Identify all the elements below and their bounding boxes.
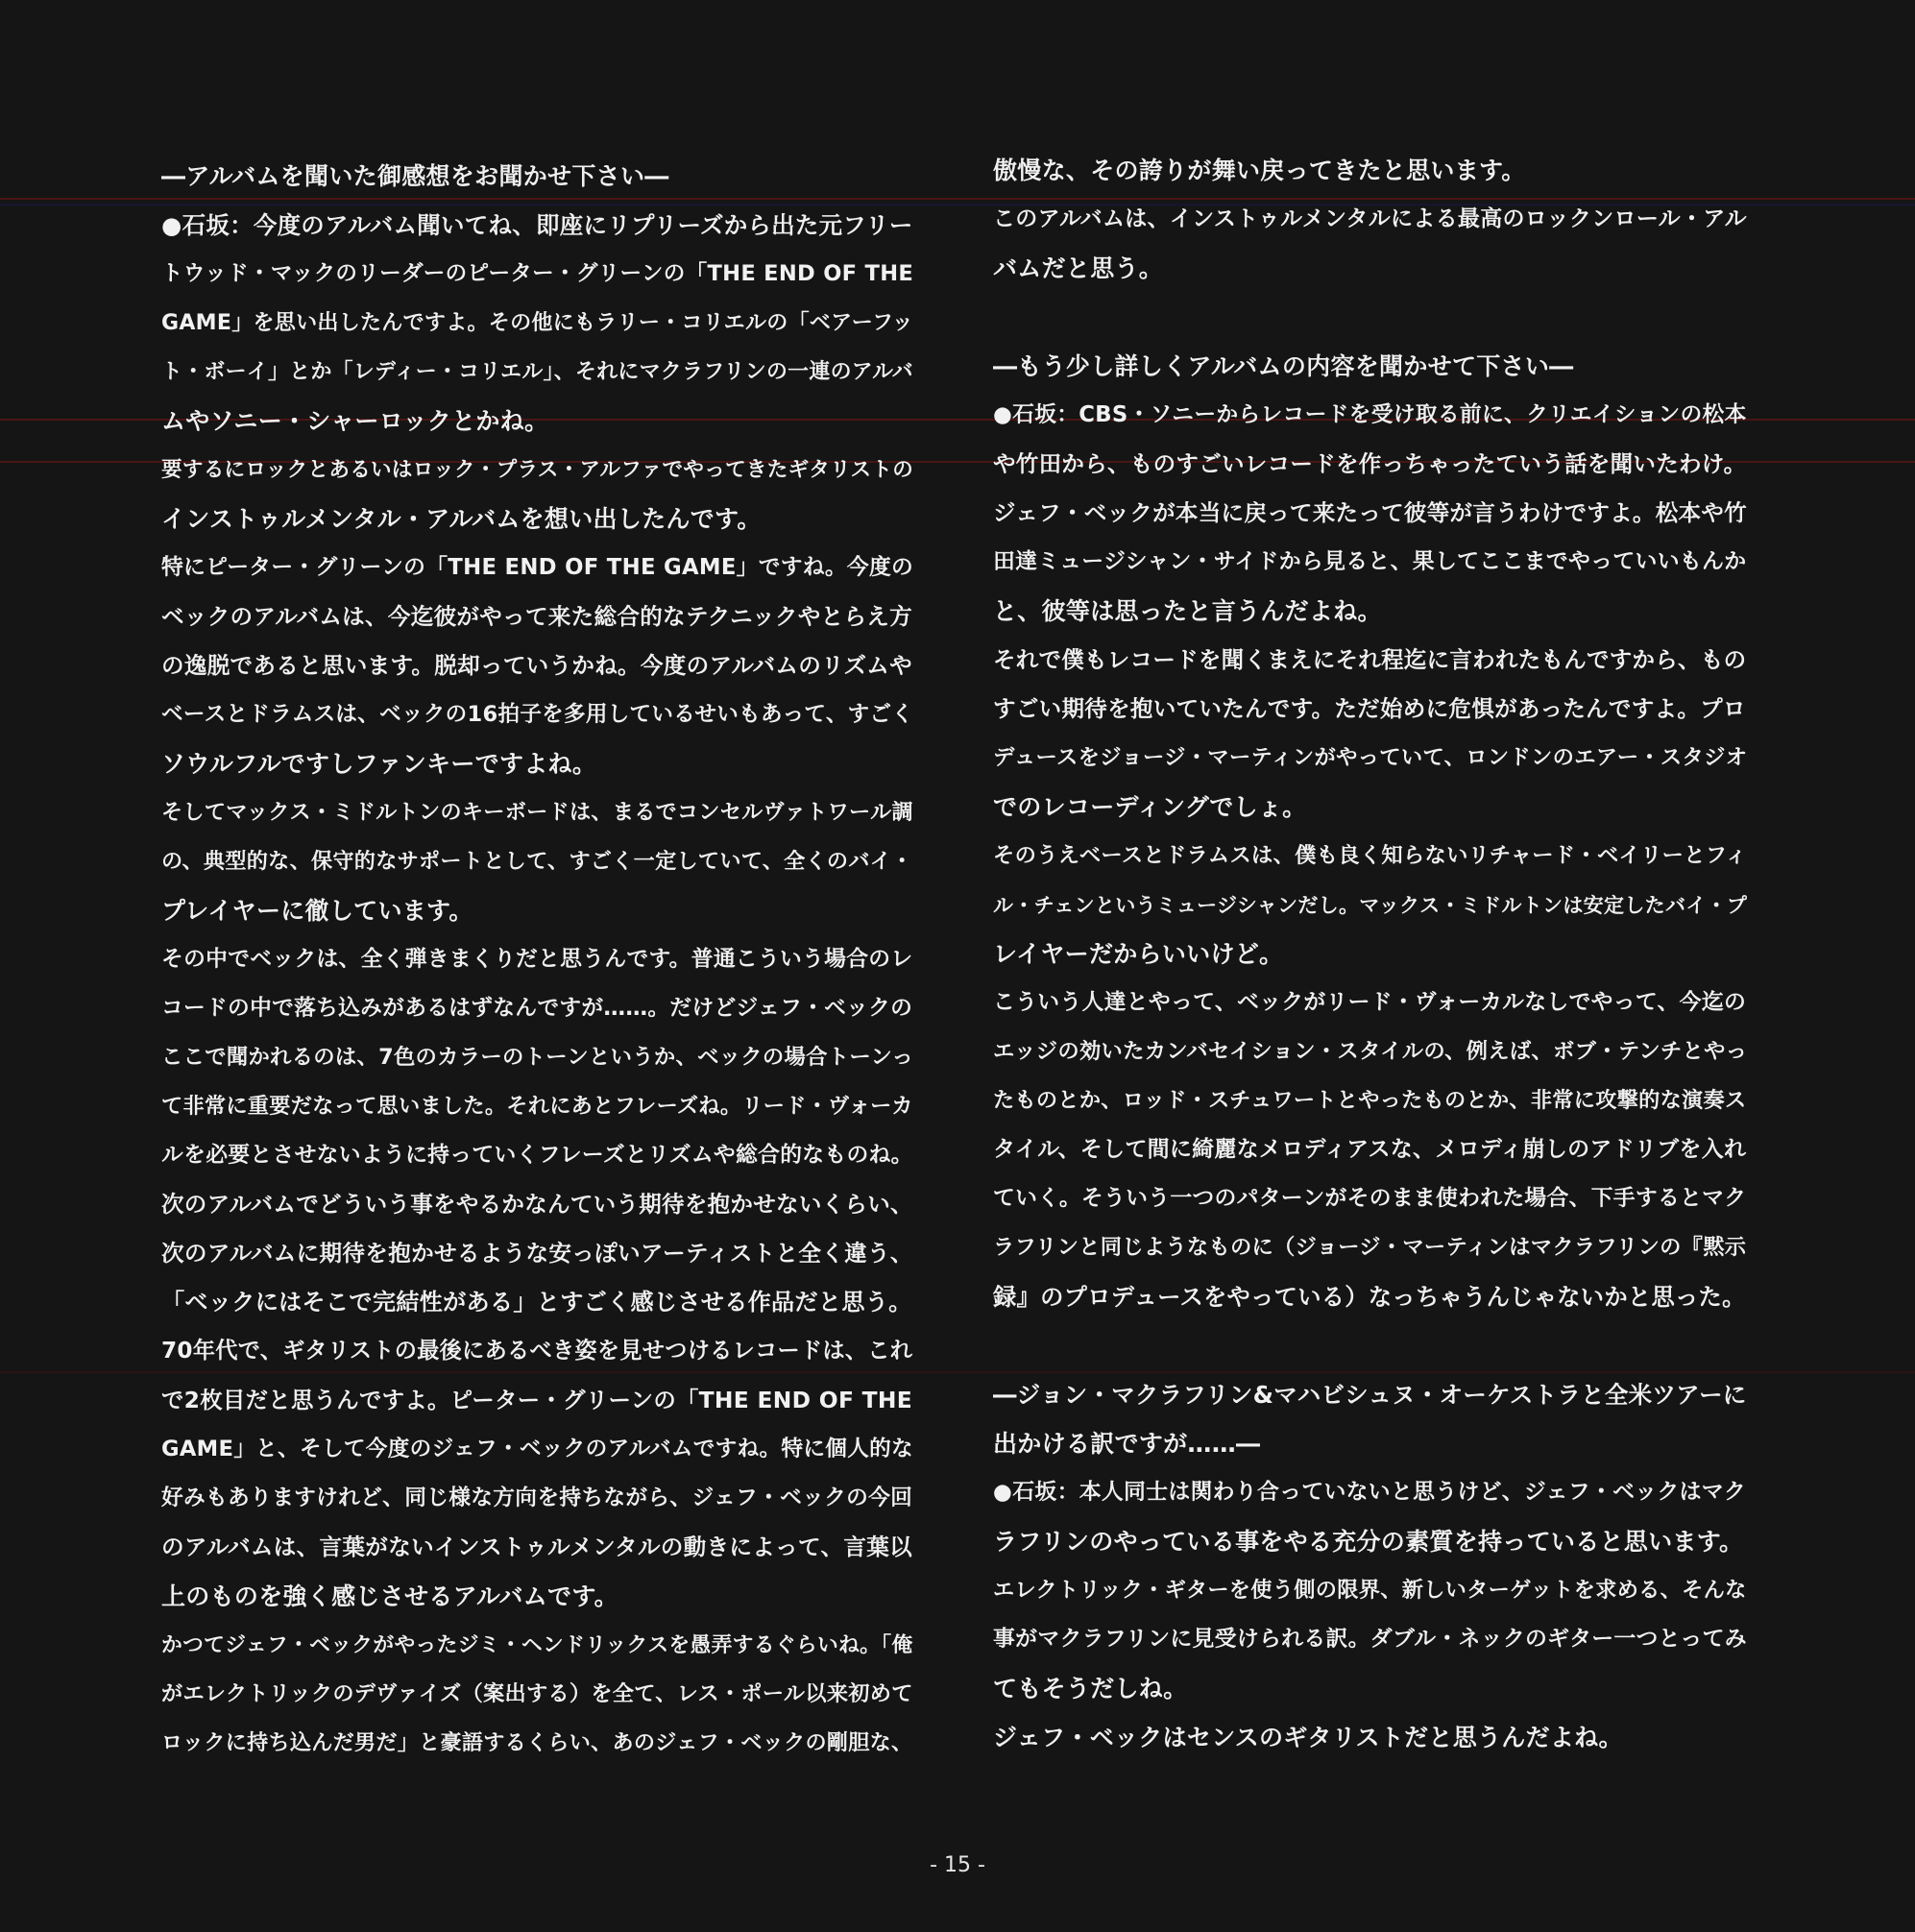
text-line: コードの中で落ち込みがあるはずなんですが……。だけどジェフ・ベックの xyxy=(161,996,913,1021)
text-line: て非常に重要だなって思いました。それにあとフレーズね。リード・ヴォーカ xyxy=(161,1094,913,1119)
text-line: ラフリンと同じようなものに（ジョージ・マーティンはマクラフリンの『黙示 xyxy=(993,1235,1747,1260)
text-line: ●石坂：今度のアルバム聞いてね、即座にリプリーズから出た元フリー xyxy=(161,211,913,239)
text-line: や竹田から、ものすごいレコードを作っちゃったていう話を聞いたわけ。 xyxy=(993,450,1747,477)
text-line: ルを必要とさせないように持っていくフレーズとリズムや総合的なものね。 xyxy=(161,1143,913,1168)
text-line: 上のものを強く感じさせるアルバムです。 xyxy=(161,1582,618,1610)
text-line: で2枚目だと思うんですよ。ピーター・グリーンの「THE END OF THE xyxy=(161,1387,913,1413)
text-line: ラフリンのやっている事をやる充分の素質を持っていると思います。 xyxy=(993,1528,1744,1556)
text-line: その中でベックは、全く弾きまくりだと思うんです。普通こういう場合のレ xyxy=(161,947,913,972)
text-line: 出かける訳ですが……― xyxy=(993,1430,1261,1458)
text-line: がエレクトリックのデヴァイズ（案出する）を全て、レス・ポール以来初めて xyxy=(161,1681,913,1706)
text-line: ―ジョン・マクラフリン&マハビシュヌ・オーケストラと全米ツアーに xyxy=(993,1381,1747,1409)
text-line: てもそうだしね。 xyxy=(993,1675,1188,1703)
text-line: ―アルバムを聞いた御感想をお聞かせ下さい― xyxy=(161,162,669,190)
text-line: ―もう少し詳しくアルバムの内容を聞かせて下さい― xyxy=(993,352,1574,380)
text-line: 特にピーター・グリーンの「THE END OF THE GAME」ですね。今度の xyxy=(161,555,914,580)
text-line: デュースをジョージ・マーティンがやっていて、ロンドンのエアー・スタジオ xyxy=(993,745,1748,770)
text-line: トウッド・マックのリーダーのピーター・グリーンの「THE END OF THE xyxy=(161,261,914,286)
text-line: タイル、そして間に綺麗なメロディアスな、メロディ崩しのアドリブを入れ xyxy=(993,1137,1747,1162)
text-line: GAME」と、そして今度のジェフ・ベックのアルバムですね。特に個人的な xyxy=(161,1437,913,1461)
text-line: 録』のプロデュースをやっている）なっちゃうんじゃないかと思った。 xyxy=(993,1283,1746,1311)
text-line: かつてジェフ・ベックがやったジミ・ヘンドリックスを愚弄するぐらいね。「俺 xyxy=(161,1633,913,1657)
text-line: プレイヤーに徹しています。 xyxy=(161,897,473,925)
text-line: の、典型的な、保守的なサポートとして、すごく一定していて、全くのバイ・ xyxy=(161,849,913,874)
blank-line xyxy=(993,293,1754,342)
text-line: エッジの効いたカンバセイション・スタイルの、例えば、ボブ・テンチとやっ xyxy=(993,1039,1748,1064)
text-line: このアルバムは、インストゥルメンタルによる最高のロックンロール・アル xyxy=(993,206,1747,231)
text-line: 「ベックにはそこで完結性がある」とすごく感じさせる作品だと思う。 xyxy=(161,1289,912,1316)
text-line: のアルバムは、言葉がないインストゥルメンタルの動きによって、言葉以 xyxy=(161,1534,912,1560)
text-line: ●石坂：本人同士は関わり合っていないと思うけど、ジェフ・ベックはマク xyxy=(993,1480,1747,1505)
text-line: 田達ミュージシャン・サイドから見ると、果してここまでやっていいもんか xyxy=(993,549,1747,574)
text-line: 次のアルバムに期待を抱かせるような安っぽいアーティストと全く違う、 xyxy=(161,1240,913,1267)
blank-line xyxy=(993,1321,1754,1370)
text-line: 70年代で、ギタリストの最後にあるべき姿を見せつけるレコードは、これ xyxy=(161,1339,913,1364)
right-text-column xyxy=(993,146,1754,1762)
text-line: ベースとドラムスは、ベックの16拍子を多用しているせいもあって、すごく xyxy=(161,702,914,727)
text-line: ベックのアルバムは、今迄彼がやって来た総合的なテクニックやとらえ方 xyxy=(161,603,913,630)
text-line: ソウルフルですしファンキーですよね。 xyxy=(161,750,597,778)
text-line: GAME」を思い出したんですよ。その他にもラリー・コリエルの「ベアーフッ xyxy=(161,311,914,335)
text-line: ジェフ・ベックが本当に戻って来たって彼等が言うわけですよ。松本や竹 xyxy=(993,499,1747,526)
text-line: たものとか、ロッド・スチュワートとやったものとか、非常に攻撃的な演奏ス xyxy=(993,1088,1747,1113)
text-line: の逸脱であると思います。脱却っていうかね。今度のアルバムのリズムや xyxy=(161,652,913,679)
text-line: 事がマクラフリンに見受けられる訳。ダブル・ネックのギター一つとってみ xyxy=(993,1627,1747,1652)
text-line: それで僕もレコードを聞くまえにそれ程迄に言われたもんですから、もの xyxy=(993,646,1747,673)
text-line: こういう人達とやって、ベックがリード・ヴォーカルなしでやって、今迄の xyxy=(993,990,1747,1015)
text-line: ていく。そういう一つのパターンがそのまま使われた場合、下手するとマク xyxy=(993,1186,1747,1211)
text-line: 傲慢な、その誇りが舞い戻ってきたと思います。 xyxy=(993,157,1526,184)
text-line: ル・チェンというミュージシャンだし。マックス・ミドルトンは安定したバイ・プ xyxy=(993,893,1748,917)
text-line: 次のアルバムでどういう事をやるかなんていう期待を抱かせないくらい、 xyxy=(161,1191,913,1218)
text-line: エレクトリック・ギターを使う側の限界、新しいターゲットを求める、そんな xyxy=(993,1578,1747,1603)
text-line: と、彼等は思ったと言うんだよね。 xyxy=(993,597,1382,625)
text-line: レイヤーだからいいけど。 xyxy=(993,940,1284,968)
left-text-column xyxy=(161,152,920,1768)
text-line: でのレコーディングでしょ。 xyxy=(993,793,1307,821)
text-line: そのうえベースとドラムスは、僕も良く知らないリチャード・ベイリーとフィ xyxy=(993,843,1748,868)
text-line: ロックに持ち込んだ男だ」と豪語するくらい、あのジェフ・ベックの剛胆な、 xyxy=(161,1730,913,1755)
text-line: ここで聞かれるのは、7色のカラーのトーンというか、ベックの場合トーンっ xyxy=(161,1045,914,1070)
page-number: - 15 - xyxy=(930,1853,985,1877)
text-line: そしてマックス・ミドルトンのキーボードは、まるでコンセルヴァトワール調 xyxy=(161,800,913,825)
text-line: インストゥルメンタル・アルバムを想い出したんです。 xyxy=(161,505,762,533)
text-line: ムやソニー・シャーロックとかね。 xyxy=(161,407,549,435)
text-line: ジェフ・ベックはセンスのギタリストだと思うんだよね。 xyxy=(993,1724,1623,1751)
text-line: ●石坂：CBS・ソニーからレコードを受け取る前に、クリエイションの松本 xyxy=(993,402,1747,427)
text-line: バムだと思う。 xyxy=(993,254,1164,282)
text-line: すごい期待を抱いていたんです。ただ始めに危惧があったんですよ。プロ xyxy=(993,695,1746,722)
text-line: 好みもありますけれど、同じ様な方向を持ちながら、ジェフ・ベックの今回 xyxy=(161,1485,913,1510)
text-line: ト・ボーイ」とか「レディー・コリエル」、それにマクラフリンの一連のアルバ xyxy=(161,360,913,384)
text-line: 要するにロックとあるいはロック・プラス・アルファでやってきたギタリストの xyxy=(161,458,914,482)
